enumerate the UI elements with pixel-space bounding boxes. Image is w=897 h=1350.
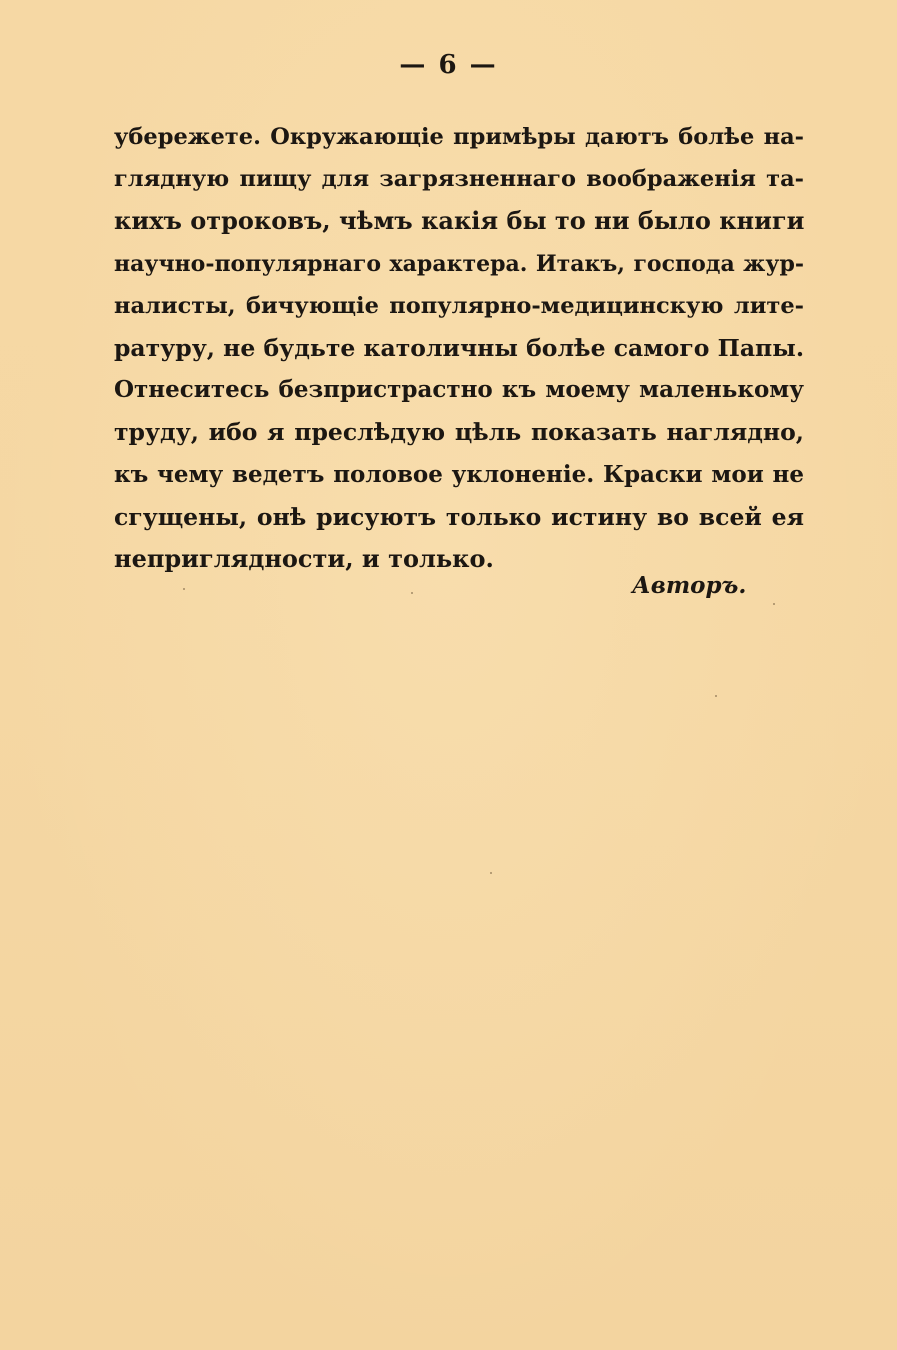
author-signature: Авторъ. <box>632 572 747 599</box>
text-line: убережете. Окружающіе примѣры даютъ болѣе на- <box>114 124 804 150</box>
text-line: Отнеситесь безпристрастно къ моему маленькому <box>114 376 804 404</box>
body-paragraph <box>114 116 804 580</box>
text-line: ратуру, не будьте католичны болѣе самого Папы. <box>114 334 804 363</box>
paper-speck <box>715 695 717 697</box>
text-line: неприглядности, и только. <box>114 544 494 574</box>
page-number: — 6 — <box>399 50 498 80</box>
paper-speck <box>183 588 185 590</box>
text-line: труду, ибо я преслѣдую цѣль показать наглядно, <box>114 418 804 447</box>
text-line: научно-популярнаго характера. Итакъ, господа жур- <box>114 250 804 277</box>
text-line: кихъ отроковъ, чѣмъ какія бы то ни было книги <box>114 206 805 236</box>
paper-speck <box>490 872 492 874</box>
text-line: къ чему ведетъ половое уклоненіе. Краски мои не <box>114 460 804 488</box>
text-line: глядную пищу для загрязненнаго воображенія та- <box>114 166 804 193</box>
paper-speck <box>411 592 413 594</box>
paper-speck <box>773 603 775 605</box>
text-line: сгущены, онѣ рисуютъ только истину во всей ея <box>114 502 804 531</box>
text-line: налисты, бичующіе популярно-медицинскую лите- <box>114 292 804 319</box>
